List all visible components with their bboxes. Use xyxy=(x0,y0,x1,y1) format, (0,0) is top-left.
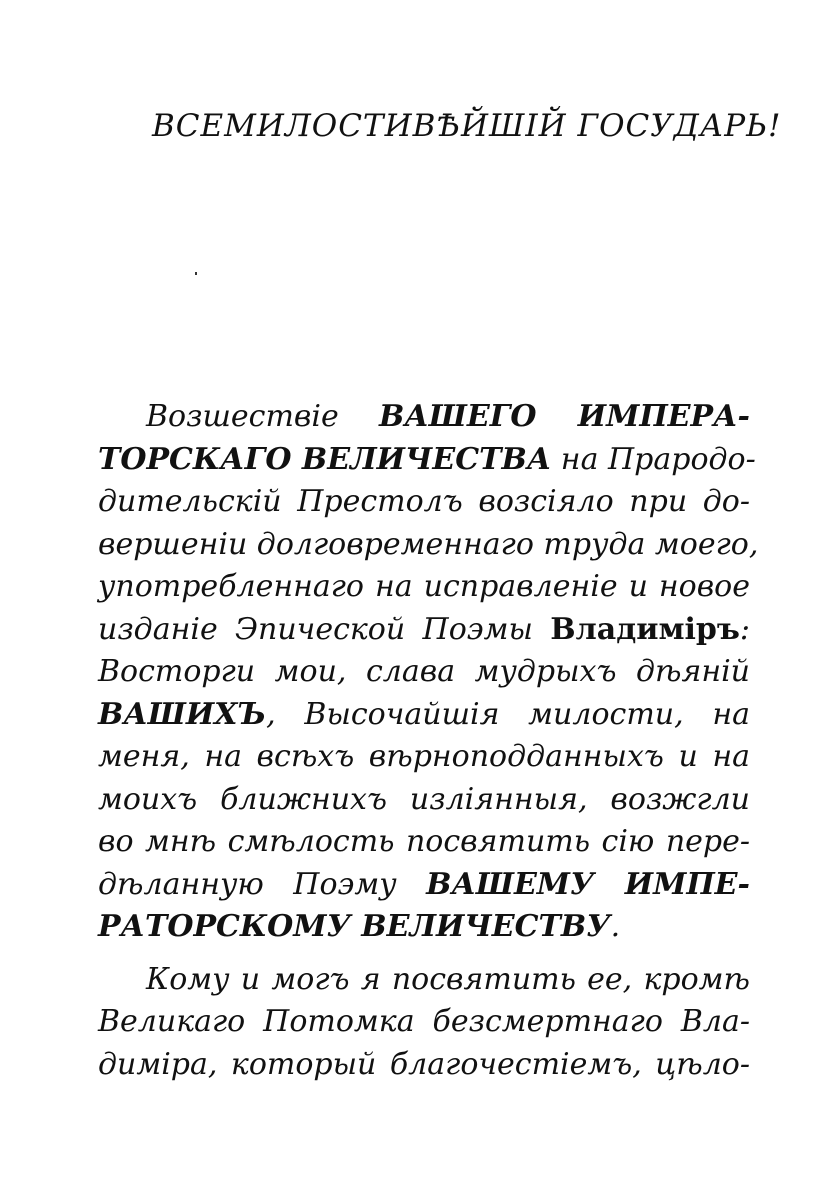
text-run: Восторги мои, слава мудрыхъ дѣяній xyxy=(98,654,750,689)
text-line xyxy=(98,439,756,482)
text-line xyxy=(98,1044,750,1087)
page-speck xyxy=(195,272,197,275)
text-line xyxy=(98,906,750,949)
text-line xyxy=(98,609,750,652)
text-line xyxy=(98,651,750,694)
emphasis-caps: ВАШЕМУ ИМПЕ- xyxy=(426,866,750,902)
text-run: диміра, который благочестіемъ, цѣло- xyxy=(98,1046,750,1082)
text-line xyxy=(98,736,750,779)
text-line xyxy=(98,566,750,609)
text-run: дительскій Престолъ возсіяло при до- xyxy=(98,484,750,519)
paragraph-2 xyxy=(98,959,750,1087)
text-run: во мнѣ смѣлость посвятить сію пере- xyxy=(98,824,750,859)
emphasis-caps: ВАШЕГО ИМПЕРА- xyxy=(379,399,750,434)
text-run: . xyxy=(610,909,621,944)
text-run: моихъ ближнихъ изліянныя, возжгли xyxy=(98,781,750,817)
text-line xyxy=(98,821,750,864)
text-run: Великаго Потомка безсмертнаго Вла- xyxy=(98,1004,750,1039)
text-line xyxy=(98,864,750,907)
text-line xyxy=(98,694,750,737)
text-line xyxy=(98,396,750,439)
text-run: дѣланную Поэму xyxy=(98,866,427,902)
text-run: меня, на всѣхъ вѣрноподданныхъ и на xyxy=(98,739,750,774)
paragraph-1 xyxy=(98,396,759,949)
text-line xyxy=(98,481,750,524)
poem-title: Владиміръ xyxy=(550,611,740,647)
text-run: , Высочайшія милости, на xyxy=(266,696,750,732)
emphasis-caps: РАТОРСКОМУ ВЕЛИЧЕСТВУ xyxy=(98,909,611,944)
text-line xyxy=(98,524,759,567)
text-line xyxy=(98,1001,750,1044)
text-run: изданіе Эпической Поэмы xyxy=(98,611,551,647)
emphasis-caps: ВАШИХЪ xyxy=(98,696,267,732)
emphasis-caps: ТОРСКАГО ВЕЛИЧЕСТВА xyxy=(98,441,552,477)
text-line xyxy=(98,779,750,822)
dedication-body xyxy=(98,396,759,1086)
text-run: Кому и могъ я посвятить ее, кромѣ xyxy=(146,961,750,997)
text-run: : xyxy=(739,611,750,647)
text-line xyxy=(98,959,750,1002)
text-run: употребленнаго на исправленіе и новое xyxy=(98,569,750,604)
text-run: вершеніи долговременнаго труда моего, xyxy=(98,526,759,562)
dedication-heading: ВСЕМИЛОСТИВѢЙШІЙ ГОСУДАРЬ! xyxy=(152,108,782,144)
text-run: на Прародо- xyxy=(551,441,756,477)
text-run: Возшествіе xyxy=(146,399,380,434)
